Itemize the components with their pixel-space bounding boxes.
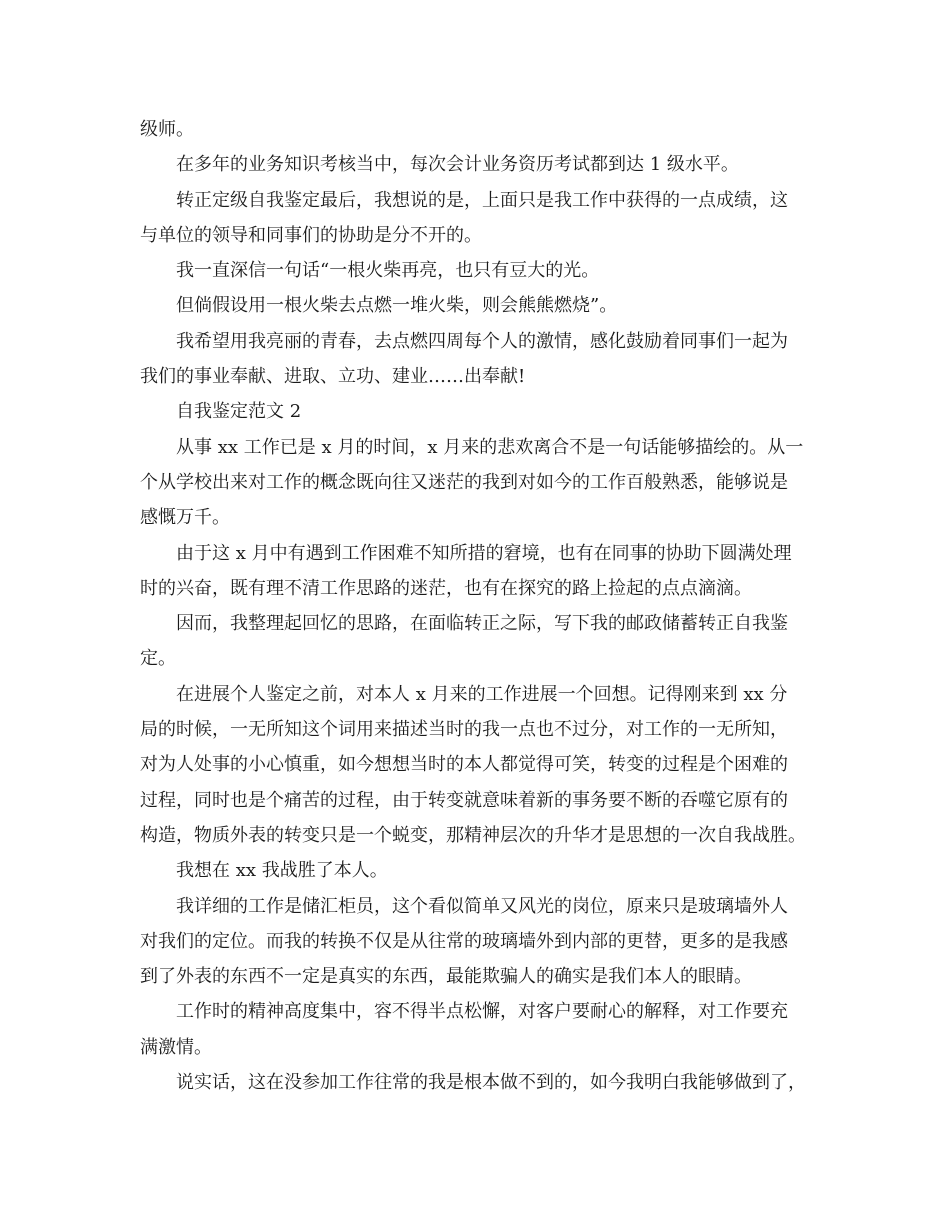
text-line-15: 因而，我整理起回忆的思路，在面临转正之际，写下我的邮政储蓄转正自我鉴 xyxy=(176,613,788,635)
text-line-4: 与单位的领导和同事们的协助是分不开的。 xyxy=(140,224,482,246)
text-line-5: 我一直深信一句话“一根火柴再亮，也只有豆大的光。 xyxy=(176,260,600,282)
text-line-24: 对我们的定位。而我的转换不仅是从往常的玻璃墙外到内部的更替，更多的是我感 xyxy=(140,930,788,952)
text-line-7: 我希望用我亮丽的青春，去点燃四周每个人的激情，感化鼓励着同事们一起为 xyxy=(176,330,788,352)
text-line-13: 由于这 x 月中有遇到工作困难不知所措的窘境，也有在同事的协助下圆满处理 xyxy=(176,542,792,564)
text-line-14: 时的兴奋，既有理不清工作思路的迷茫，也有在探究的路上捡起的点点滴滴。 xyxy=(140,577,752,599)
text-line-18: 局的时候，一无所知这个词用来描述当时的我一点也不过分，对工作的一无所知， xyxy=(140,719,788,741)
text-line-3: 转正定级自我鉴定最后，我想说的是，上面只是我工作中获得的一点成绩，这 xyxy=(176,189,788,211)
text-line-1: 级师。 xyxy=(140,119,194,140)
section-heading: 自我鉴定范文 2 xyxy=(176,401,302,423)
text-line-21: 构造，物质外表的转变只是一个蜕变，那精神层次的升华才是思想的一次自我战胜。 xyxy=(140,824,806,846)
text-line-16: 定。 xyxy=(140,648,176,670)
text-line-19: 对为人处事的小心慎重，如今想想当时的本人都觉得可笑，转变的过程是个困难的 xyxy=(140,754,788,776)
text-line-26: 工作时的精神高度集中，容不得半点松懈，对客户要耐心的解释，对工作要充 xyxy=(176,1001,788,1023)
document-body xyxy=(140,112,820,1100)
text-line-2: 在多年的业务知识考核当中，每次会计业务资历考试都到达 1 级水平。 xyxy=(176,154,739,176)
text-line-27: 满激情。 xyxy=(140,1036,212,1058)
text-line-6: 但倘假设用一根火柴去点燃一堆火柴，则会熊熊燃烧”。 xyxy=(176,295,618,317)
text-line-10: 从事 xx 工作已是 x 月的时间，x 月来的悲欢离合不是一句话能够描绘的。从一 xyxy=(176,436,804,458)
text-line-20: 过程，同时也是个痛苦的过程，由于转变就意味着新的事务要不断的吞噬它原有的 xyxy=(140,789,788,811)
text-line-25: 到了外表的东西不一定是真实的东西，最能欺骗人的确实是我们本人的眼睛。 xyxy=(140,966,752,988)
text-line-17: 在进展个人鉴定之前，对本人 x 月来的工作进展一个回想。记得刚来到 xx 分 xyxy=(176,683,788,705)
text-line-23: 我详细的工作是储汇柜员，这个看似简单又风光的岗位，原来只是玻璃墙外人 xyxy=(176,895,788,917)
text-line-11: 个从学校出来对工作的概念既向往又迷茫的我到对如今的工作百般熟悉，能够说是 xyxy=(140,471,788,493)
text-line-22: 我想在 xx 我战胜了本人。 xyxy=(176,860,388,882)
text-line-8: 我们的事业奉献、进取、立功、建业……出奉献! xyxy=(140,366,526,388)
text-line-12: 感慨万千。 xyxy=(140,507,230,529)
text-line-28: 说实话，这在没参加工作往常的我是根本做不到的，如今我明白我能够做到了， xyxy=(176,1072,806,1094)
